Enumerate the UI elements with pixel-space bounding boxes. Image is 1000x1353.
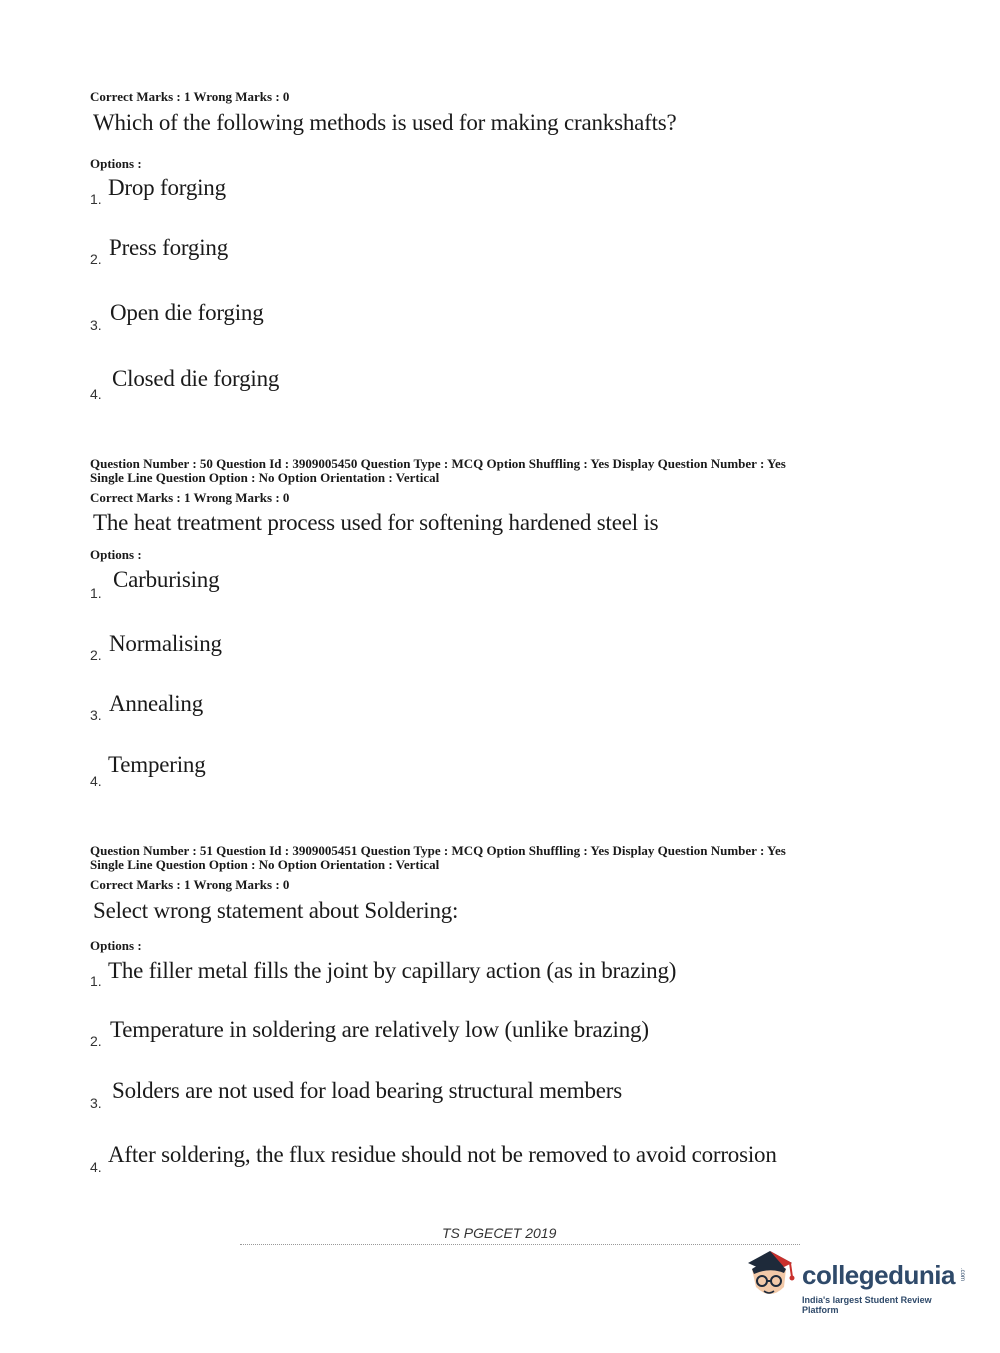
option-text: Tempering xyxy=(108,752,206,777)
footer-divider xyxy=(240,1244,800,1245)
logo-domain-suffix: .com xyxy=(959,1268,965,1282)
option-number: 2. xyxy=(90,647,102,663)
q49-options-label: Options : xyxy=(90,156,142,171)
collegedunia-logo[interactable] xyxy=(740,1245,970,1315)
option-number: 4. xyxy=(90,773,102,789)
logo-tagline: India's largest Student Review Platform xyxy=(802,1295,932,1315)
option-text: The filler metal fills the joint by capillary action (as in brazing) xyxy=(108,958,677,983)
logo-wordmark: collegedunia xyxy=(802,1260,955,1290)
option-text: After soldering, the flux residue should not be removed to avoid corrosion xyxy=(108,1142,777,1167)
option-number: 3. xyxy=(90,317,102,333)
q50-options-label: Options : xyxy=(90,547,142,562)
option-number: 2. xyxy=(90,1033,102,1049)
q51-question-text: Select wrong statement about Soldering: xyxy=(93,898,459,923)
q50-question-text: The heat treatment process used for softening hardened steel is xyxy=(93,510,659,535)
q49-question-text: Which of the following methods is used for making crankshafts? xyxy=(93,110,677,135)
option-text: Annealing xyxy=(109,691,204,716)
q51-header-line1: Question Number : 51 Question Id : 3909005451 Question Type : MCQ Option Shuffling : Yes Display Question Number : Yes xyxy=(90,843,786,858)
option-number: 1. xyxy=(90,585,102,601)
option-text: Solders are not used for load bearing structural members xyxy=(112,1078,622,1103)
option-number: 3. xyxy=(90,707,102,723)
option-text: Closed die forging xyxy=(112,366,280,391)
option-number: 2. xyxy=(90,251,102,267)
q50-header-line2: Single Line Question Option : No Option Orientation : Vertical xyxy=(90,470,440,485)
option-number: 1. xyxy=(90,973,102,989)
q50-marks: Correct Marks : 1 Wrong Marks : 0 xyxy=(90,490,290,505)
q51-options-label: Options : xyxy=(90,938,142,953)
option-text: Carburising xyxy=(113,567,220,592)
option-text: Open die forging xyxy=(110,300,264,325)
mascot-icon xyxy=(740,1247,800,1309)
option-text: Normalising xyxy=(109,631,222,656)
option-text: Temperature in soldering are relatively low (unlike brazing) xyxy=(110,1017,649,1042)
option-text: Press forging xyxy=(109,235,229,260)
q50-header-line1: Question Number : 50 Question Id : 3909005450 Question Type : MCQ Option Shuffling : Yes Display Question Number : Yes xyxy=(90,456,786,471)
option-text: Drop forging xyxy=(108,175,226,200)
q51-marks: Correct Marks : 1 Wrong Marks : 0 xyxy=(90,877,290,892)
option-number: 1. xyxy=(90,191,102,207)
q49-marks: Correct Marks : 1 Wrong Marks : 0 xyxy=(90,89,290,104)
option-number: 3. xyxy=(90,1095,102,1111)
q51-header-line2: Single Line Question Option : No Option Orientation : Vertical xyxy=(90,857,440,872)
option-number: 4. xyxy=(90,1159,102,1175)
footer-exam-title: TS PGECET 2019 xyxy=(442,1225,557,1241)
option-number: 4. xyxy=(90,386,102,402)
